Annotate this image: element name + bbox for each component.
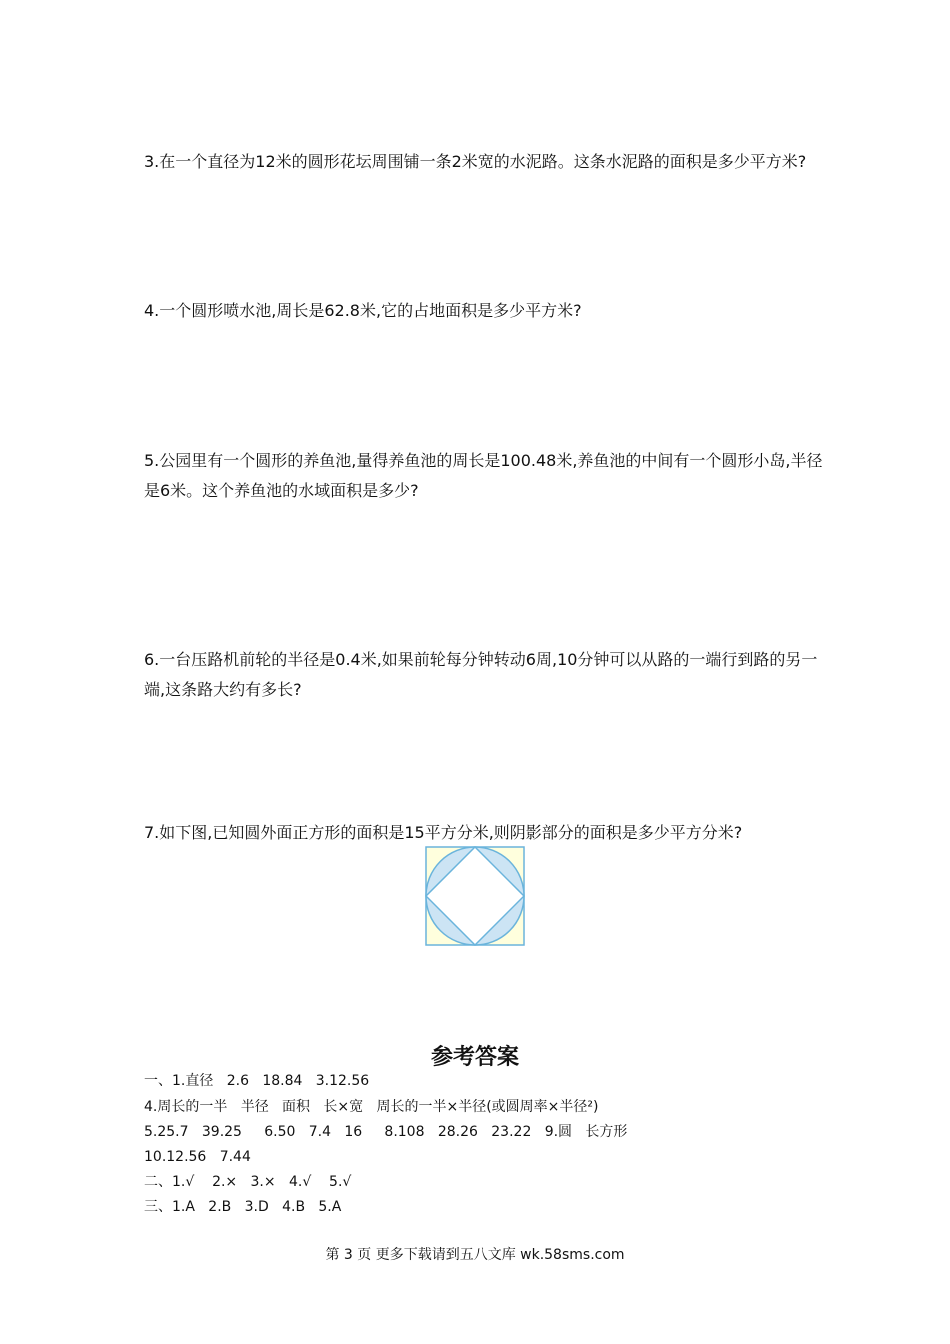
answer-line: 10.12.56 7.44 (144, 1149, 251, 1165)
answer-line: 二、1.√ 2.× 3.× 4.√ 5.√ (144, 1174, 352, 1190)
answer-line: 5.25.7 39.25 6.50 7.4 16 8.108 28.26 23.22 9.圆 长方形 (144, 1124, 628, 1140)
question-4: 4.一个圆形喷水池,周长是62.8米,它的占地面积是多少平方米? (144, 301, 582, 320)
question-3: 3.在一个直径为12米的圆形花坛周围铺一条2米宽的水泥路。这条水泥路的面积是多少平方米? (144, 152, 807, 171)
question-6: 6.一台压路机前轮的半径是0.4米,如果前轮每分钟转动6周,10分钟可以从路的一端行到路的另一端,这条路大约有多长? (144, 650, 818, 699)
answer-line: 一、1.直径 2.6 18.84 3.12.56 (144, 1073, 370, 1089)
answers-title: 参考答案 (430, 1044, 519, 1070)
answer-line: 三、1.A 2.B 3.D 4.B 5.A (144, 1199, 342, 1215)
question-5: 5.公园里有一个圆形的养鱼池,量得养鱼池的周长是100.48米,养鱼池的中间有一个圆形小岛,半径是6米。这个养鱼池的水域面积是多少? (144, 451, 823, 500)
answer-line: 4.周长的一半 半径 面积 长×宽 周长的一半×半径(或圆周率×半径²) (144, 1099, 599, 1115)
page-footer: 第 3 页 更多下载请到五八文库 wk.58sms.com (325, 1247, 625, 1263)
question-7: 7.如下图,已知圆外面正方形的面积是15平方分米,则阴影部分的面积是多少平方分米? (144, 823, 743, 842)
circle-square-figure (425, 846, 525, 946)
